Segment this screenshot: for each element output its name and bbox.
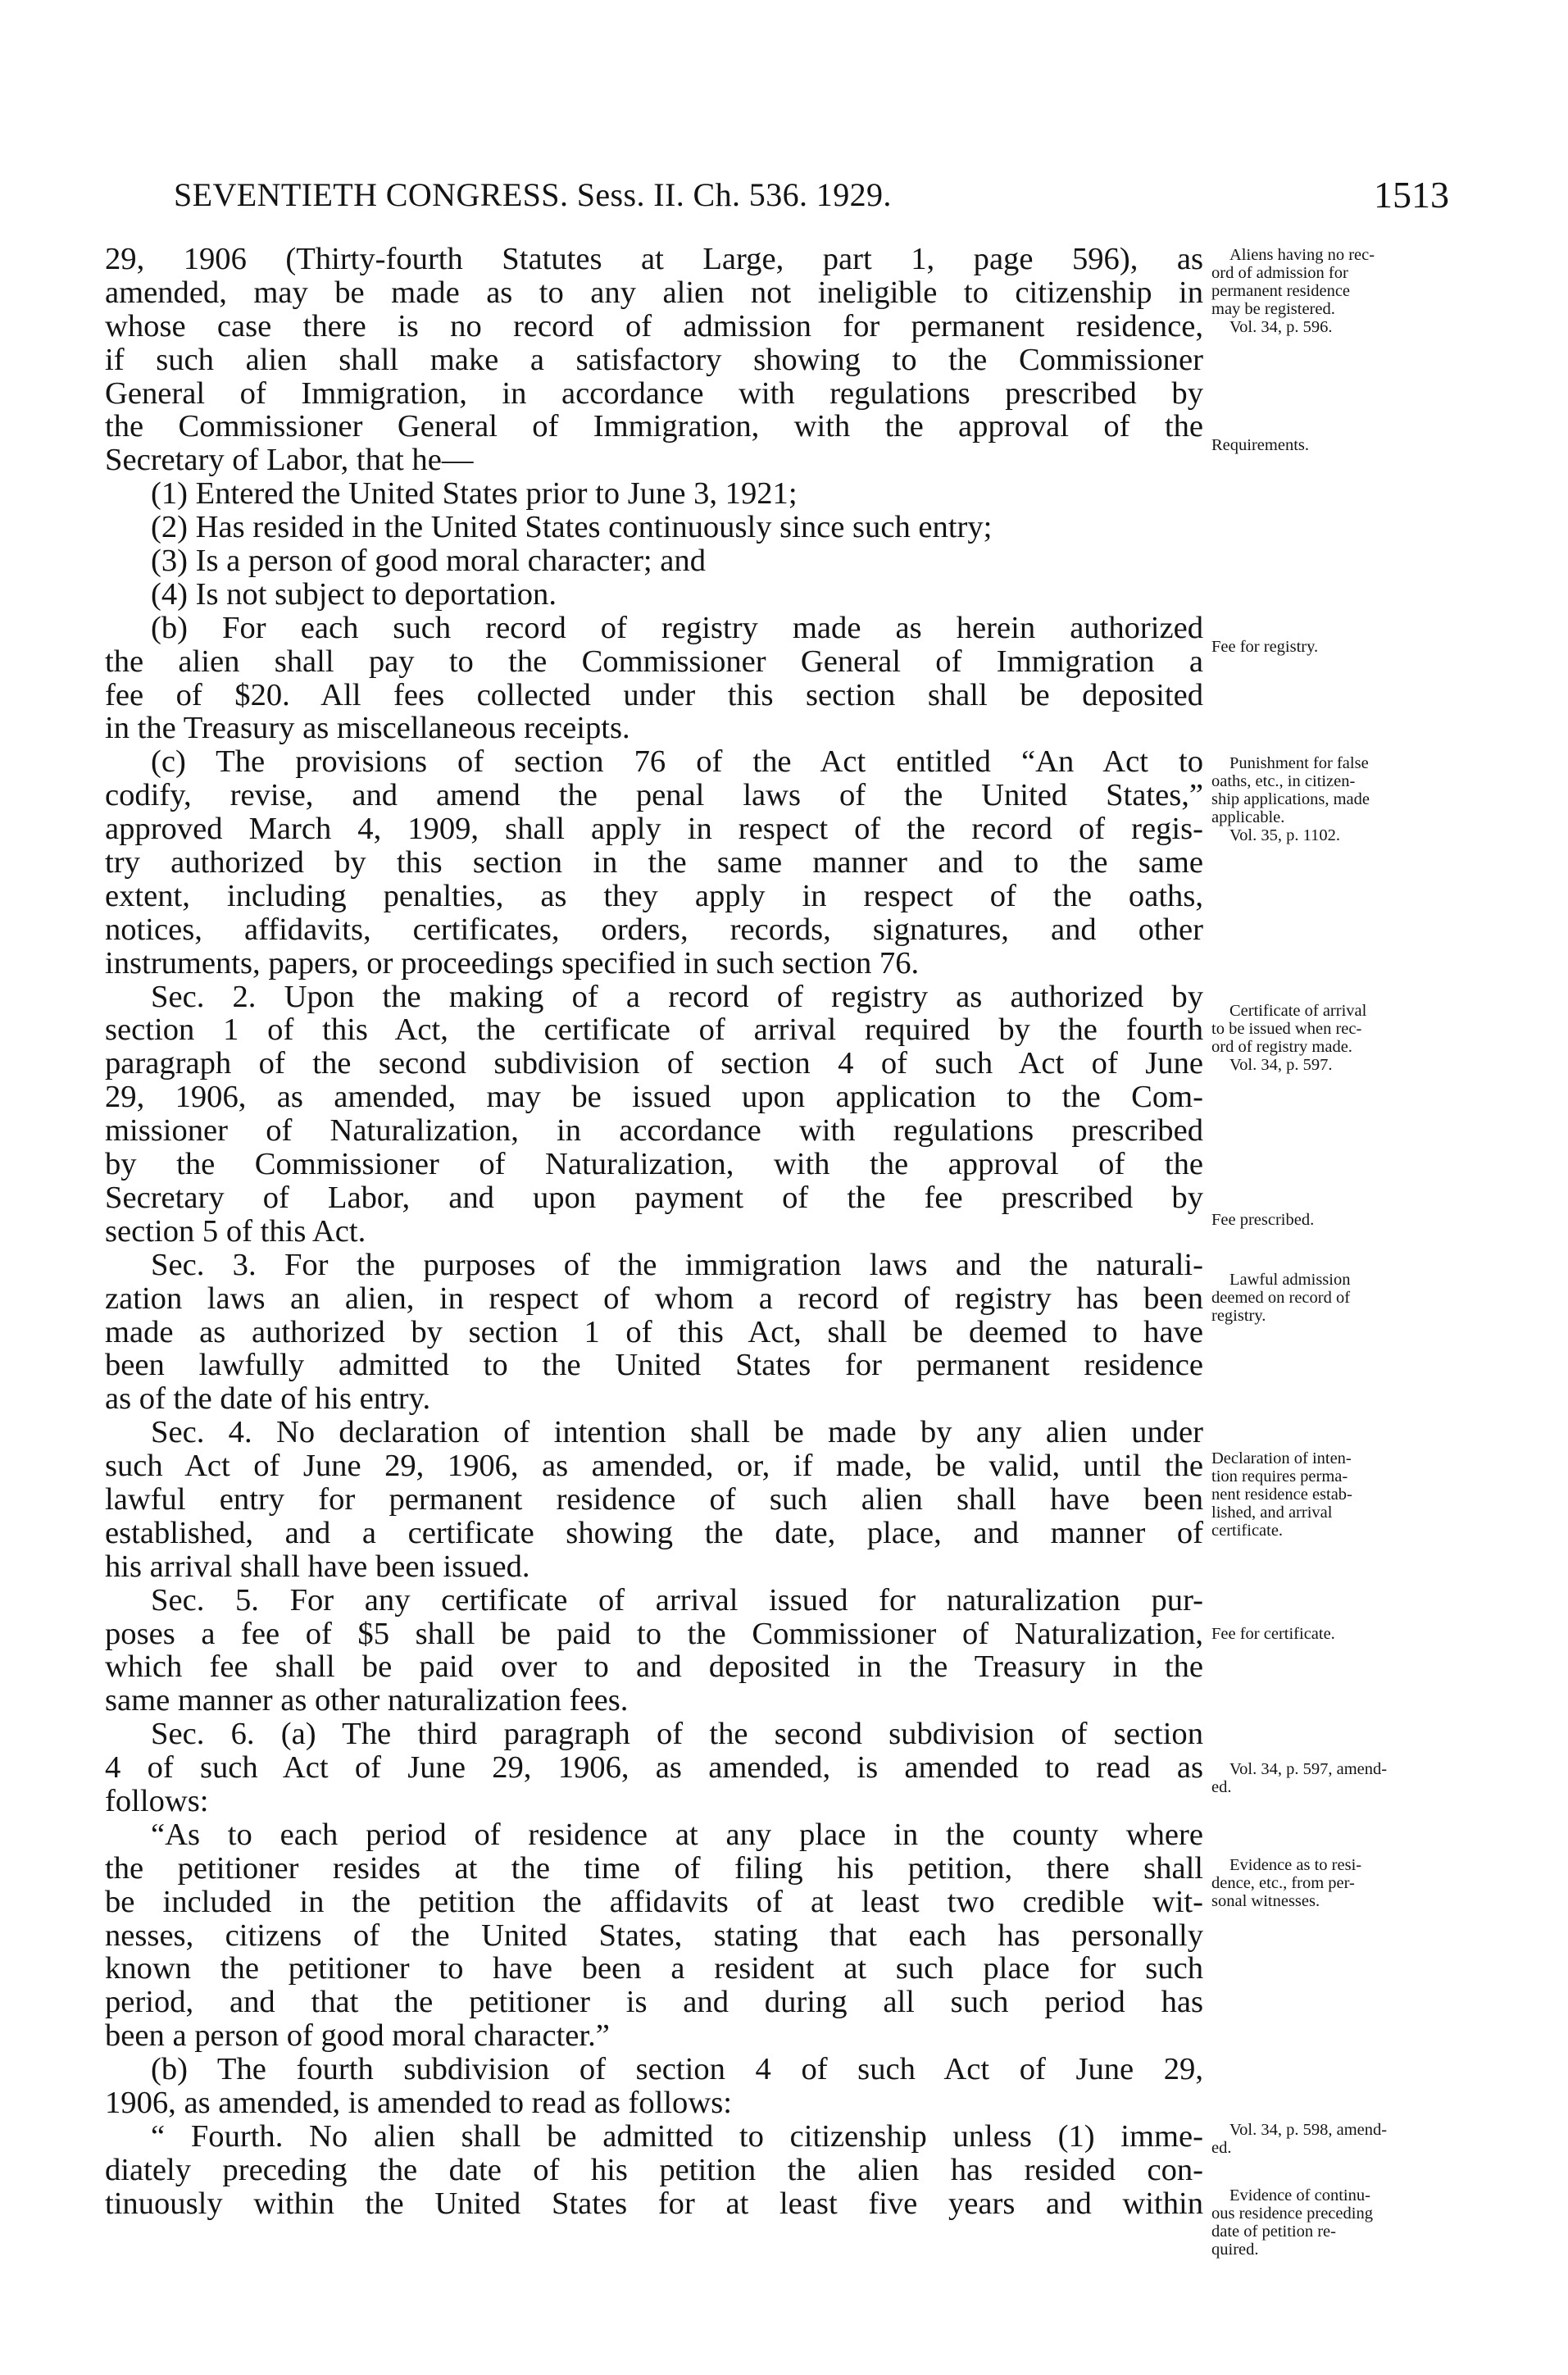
- margin-note-line: deemed on record of: [1211, 1289, 1351, 1307]
- margin-note-vol34-597: [1211, 1760, 1457, 1796]
- running-title: SEVENTIETH CONGRESS. Sess. II. Ch. 536. 1929.: [174, 176, 892, 213]
- margin-note-line: Lawful admission: [1229, 1271, 1351, 1289]
- margin-note-line: Fee prescribed.: [1211, 1211, 1315, 1229]
- text-line: approved March 4, 1909, shall apply in respect of the record of regis-: [105, 812, 1203, 847]
- margin-note-line: Evidence as to resi-: [1229, 1856, 1362, 1874]
- text-line: “As to each period of residence at any place in the county where: [151, 1817, 1203, 1852]
- text-line: established, and a certificate showing the date, place, and manner of: [105, 1515, 1203, 1550]
- text-line: (2) Has resided in the United States continuously since such entry;: [151, 510, 993, 545]
- text-line: section 1 of this Act, the certificate of arrival required by the fourth: [105, 1012, 1203, 1048]
- text-line: paragraph of the second subdivision of section 4 of such Act of June: [105, 1046, 1203, 1081]
- text-line: (c) The provisions of section 76 of the Act entitled “An Act to: [151, 744, 1203, 780]
- margin-note-line: ed.: [1211, 1778, 1232, 1796]
- margin-note-line: Certificate of arrival: [1229, 1002, 1367, 1020]
- text-line: Sec. 5. For any certificate of arrival issued for naturalization pur-: [151, 1582, 1203, 1617]
- page-header: [174, 172, 1449, 218]
- text-line: fee of $20. All fees collected under this section shall be deposited: [105, 677, 1203, 712]
- text-line: instruments, papers, or proceedings specified in such section 76.: [105, 945, 920, 980]
- margin-note-line: Fee for certificate.: [1211, 1625, 1335, 1643]
- text-line: the petitioner resides at the time of filing his petition, there shall: [105, 1850, 1203, 1886]
- margin-note-fee-prescribed: [1211, 1211, 1457, 1229]
- margin-note-declaration-intention: [1211, 1449, 1457, 1540]
- margin-note-lawful-admission: [1211, 1271, 1457, 1325]
- margin-note-line: Requirements.: [1211, 436, 1309, 454]
- text-line: notices, affidavits, certificates, orders, records, signatures, and other: [105, 912, 1203, 947]
- margin-note-fee-registry: [1211, 638, 1457, 656]
- margin-note-line: tion requires perma-: [1211, 1467, 1348, 1486]
- margin-note-line: Aliens having no rec-: [1229, 246, 1375, 264]
- text-line: section 5 of this Act.: [105, 1213, 366, 1249]
- margin-note-line: Vol. 34, p. 598, amend-: [1229, 2121, 1388, 2139]
- margin-note-line: ord of registry made.: [1211, 1038, 1352, 1056]
- text-line: diately preceding the date of his petition the alien has resided con-: [105, 2152, 1203, 2187]
- margin-note-line: applicable.: [1211, 808, 1285, 826]
- text-line: 1906, as amended, is amended to read as follows:: [105, 2085, 732, 2120]
- text-line: amended, may be made as to any alien not ineligible to citizenship in: [105, 275, 1203, 310]
- text-line: Secretary of Labor, and upon payment of the fee prescribed by: [105, 1180, 1203, 1215]
- text-line: (3) Is a person of good moral character; and: [151, 544, 706, 579]
- text-line: (1) Entered the United States prior to June 3, 1921;: [151, 476, 798, 512]
- margin-note-line: Vol. 34, p. 597.: [1229, 1056, 1333, 1074]
- margin-note-line: ship applications, made: [1211, 790, 1370, 808]
- margin-note-line: Evidence of continu-: [1229, 2186, 1370, 2204]
- text-line: which fee shall be paid over to and deposited in the Treasury in the: [105, 1649, 1203, 1685]
- text-line: Secretary of Labor, that he—: [105, 443, 474, 478]
- text-line: 29, 1906 (Thirty-fourth Statutes at Large, part 1, page 596), as: [105, 242, 1203, 276]
- text-line: nesses, citizens of the United States, stating that each has personally: [105, 1918, 1203, 1953]
- text-line: same manner as other naturalization fees.: [105, 1683, 629, 1718]
- margin-note-vol34-598: [1211, 2121, 1457, 2157]
- text-line: (b) The fourth subdivision of section 4 of such Act of June 29,: [151, 2052, 1203, 2087]
- margin-note-line: nent residence estab-: [1211, 1486, 1352, 1504]
- text-line: 4 of such Act of June 29, 1906, as amended, is amended to read as: [105, 1750, 1203, 1786]
- text-line: been lawfully admitted to the United States for permanent residence: [105, 1348, 1203, 1383]
- margin-note-line: ord of admission for: [1211, 264, 1348, 282]
- text-line: (4) Is not subject to deportation.: [151, 576, 557, 612]
- text-line: his arrival shall have been issued.: [105, 1549, 530, 1584]
- margin-note-line: ous residence preceding: [1211, 2204, 1373, 2223]
- text-line: known the petitioner to have been a resident at such place for such: [105, 1951, 1203, 1986]
- text-line: 29, 1906, as amended, may be issued upon application to the Com-: [105, 1080, 1203, 1115]
- text-line: “ Fourth. No alien shall be admitted to citizenship unless (1) imme-: [151, 2118, 1203, 2154]
- margin-note-line: to be issued when rec-: [1211, 1020, 1362, 1038]
- margin-note-line: Vol. 35, p. 1102.: [1229, 826, 1340, 844]
- margin-note-line: sonal witnesses.: [1211, 1892, 1320, 1910]
- text-line: period, and that the petitioner is and during all such period has: [105, 1985, 1203, 2020]
- text-line: be included in the petition the affidavits of at least two credible wit-: [105, 1884, 1203, 1919]
- margin-note-line: Vol. 34, p. 596.: [1229, 318, 1333, 336]
- margin-note-continuous-residence: [1211, 2186, 1457, 2259]
- text-line: Sec. 3. For the purposes of the immigration laws and the naturali-: [151, 1247, 1203, 1282]
- text-line: follows:: [105, 1783, 209, 1818]
- margin-note-line: lished, and arrival: [1211, 1504, 1333, 1522]
- margin-note-punishment: [1211, 754, 1457, 844]
- text-line: Sec. 4. No declaration of intention shall be made by any alien under: [151, 1415, 1203, 1450]
- text-line: if such alien shall make a satisfactory showing to the Commissioner: [105, 342, 1203, 377]
- text-line: codify, revise, and amend the penal laws of the United States,”: [105, 778, 1203, 813]
- text-line: extent, including penalties, as they apply in respect of the oaths,: [105, 878, 1203, 913]
- text-line: poses a fee of $5 shall be paid to the Commissioner of Naturalization,: [105, 1616, 1203, 1651]
- margin-note-line: Vol. 34, p. 597, amend-: [1229, 1760, 1388, 1778]
- text-line: Sec. 2. Upon the making of a record of registry as authorized by: [151, 979, 1203, 1014]
- margin-note-aliens-registry: [1211, 246, 1457, 336]
- text-line: Sec. 6. (a) The third paragraph of the second subdivision of section: [151, 1717, 1203, 1752]
- text-line: lawful entry for permanent residence of such alien shall have been: [105, 1481, 1203, 1517]
- text-line: zation laws an alien, in respect of whom a record of registry has been: [105, 1281, 1203, 1316]
- statute-text: [105, 243, 1203, 2221]
- margin-note-line: registry.: [1211, 1307, 1266, 1325]
- margin-note-fee-certificate: [1211, 1625, 1457, 1643]
- margin-note-line: permanent residence: [1211, 282, 1351, 300]
- text-line: try authorized by this section in the same manner and to the same: [105, 845, 1203, 880]
- text-line: in the Treasury as miscellaneous receipts.: [105, 711, 630, 746]
- margin-note-line: Fee for registry.: [1211, 638, 1319, 656]
- text-line: such Act of June 29, 1906, as amended, or, if made, be valid, until the: [105, 1449, 1203, 1484]
- margin-note-line: ed.: [1211, 2139, 1232, 2157]
- margin-note-certificate-arrival: [1211, 1002, 1457, 1074]
- margin-note-line: may be registered.: [1211, 300, 1335, 318]
- text-line: General of Immigration, in accordance with regulations prescribed by: [105, 375, 1203, 411]
- margin-note-line: oaths, etc., in citizen-: [1211, 772, 1356, 790]
- margin-note-requirements: [1211, 436, 1457, 454]
- page-number: 1513: [1374, 174, 1449, 216]
- text-line: been a person of good moral character.”: [105, 2018, 610, 2054]
- text-line: missioner of Naturalization, in accordance with regulations prescribed: [105, 1113, 1203, 1149]
- text-line: whose case there is no record of admission for permanent residence,: [105, 308, 1203, 344]
- margin-note-line: Declaration of inten-: [1211, 1449, 1352, 1467]
- text-line: tinuously within the United States for at least five years and within: [105, 2186, 1203, 2221]
- margin-note-evidence-residence: [1211, 1856, 1457, 1910]
- margin-note-line: Punishment for false: [1229, 754, 1369, 772]
- margin-note-line: dence, etc., from per-: [1211, 1874, 1355, 1892]
- text-line: as of the date of his entry.: [105, 1381, 431, 1417]
- margin-note-line: date of petition re-: [1211, 2223, 1336, 2241]
- text-line: (b) For each such record of registry made as herein authorized: [151, 610, 1203, 645]
- text-line: the alien shall pay to the Commissioner General of Immigration a: [105, 644, 1203, 679]
- margin-note-line: quired.: [1211, 2241, 1259, 2259]
- margin-note-line: certificate.: [1211, 1522, 1284, 1540]
- text-line: made as authorized by section 1 of this Act, shall be deemed to have: [105, 1314, 1203, 1349]
- text-line: the Commissioner General of Immigration, with the approval of the: [105, 409, 1203, 444]
- text-line: by the Commissioner of Naturalization, with the approval of the: [105, 1147, 1203, 1182]
